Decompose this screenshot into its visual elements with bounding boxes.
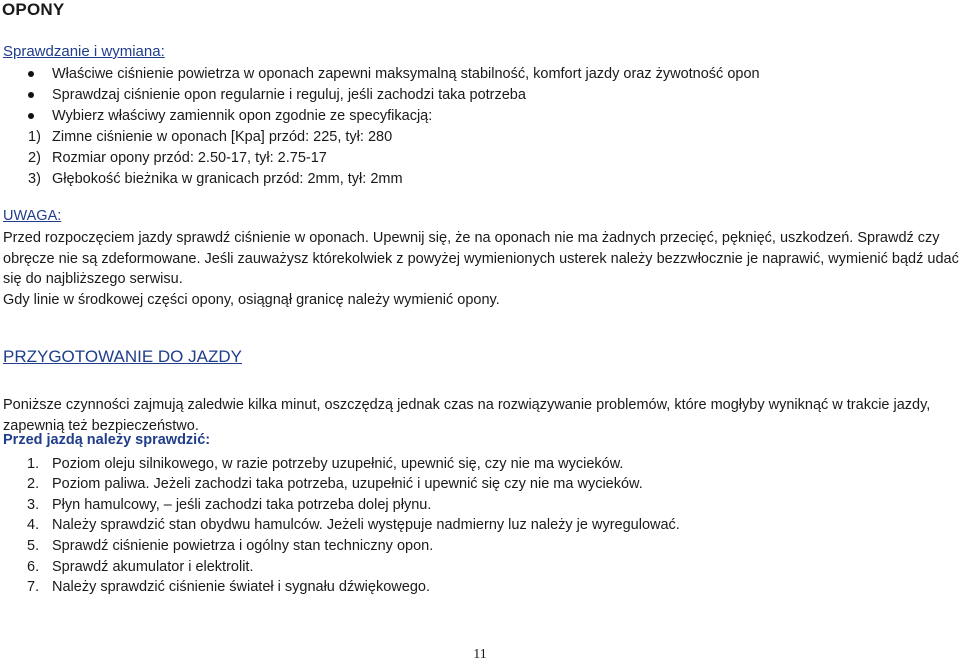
warning-label: UWAGA: [3, 208, 62, 224]
item-text: Płyn hamulcowy, – jeśli zachodzi taka potrzeba dolej płynu. [52, 497, 432, 513]
list-item-text: Sprawdzaj ciśnienie opon regularnie i reguluj, jeśli zachodzi taka potrzeba [52, 87, 526, 103]
item-text: Sprawdź akumulator i elektrolit. [52, 559, 254, 575]
item-number: 5. [27, 538, 40, 554]
spec-text: Rozmiar opony przód: 2.50-17, tył: 2.75-17 [52, 150, 327, 166]
item-text: Sprawdź ciśnienie powietrza i ogólny stan techniczny opon. [52, 538, 434, 554]
page-title: OPONY [2, 0, 65, 19]
item-number: 1. [27, 456, 40, 472]
prep-intro: Poniższe czynności zajmują zaledwie kilka minut, oszczędzą jednak czas na rozwiązywanie problemów, które mogłyby wyniknąć w trakcie jazdy, zapewnią też bezpieczeństwo. [3, 397, 931, 434]
item-text: Należy sprawdzić ciśnienie świateł i sygnału dźwiękowego. [52, 579, 430, 595]
spec-number: 3) [28, 171, 41, 187]
item-number: 7. [27, 579, 40, 595]
item-text: Należy sprawdzić stan obydwu hamulców. Jeżeli występuje nadmierny luz należy je wyregulować. [52, 517, 680, 533]
bullet-icon [28, 71, 34, 77]
item-number: 4. [27, 517, 40, 533]
item-text: Poziom oleju silnikowego, w razie potrzeby uzupełnić, upewnić się, czy nie ma wycieków. [52, 456, 624, 472]
item-number: 3. [27, 497, 40, 513]
item-number: 2. [27, 476, 40, 492]
spec-text: Zimne ciśnienie w oponach [Kpa] przód: 225, tył: 280 [52, 129, 393, 145]
page-number: 11 [473, 647, 487, 662]
checklist-label: Przed jazdą należy sprawdzić: [3, 432, 211, 448]
spec-number: 1) [28, 129, 41, 145]
spec-text: Głębokość bieżnika w granicach przód: 2mm, tył: 2mm [52, 171, 403, 187]
item-number: 6. [27, 559, 40, 575]
warning-paragraph-tire-lines: Gdy linie w środkowej części opony, osiągnął granicę należy wymienić opony. [3, 292, 500, 308]
bullet-icon [28, 113, 34, 119]
list-item-text: Wybierz właściwy zamiennik opon zgodnie ze specyfikacją: [52, 108, 433, 124]
bullet-icon [28, 92, 34, 98]
list-item-text: Właściwe ciśnienie powietrza w oponach zapewni maksymalną stabilność, komfort jazdy oraz żywotność opon [52, 66, 760, 82]
spec-number: 2) [28, 150, 41, 166]
item-text: Poziom paliwa. Jeżeli zachodzi taka potrzeba, uzupełnić i upewnić się czy nie ma wycieków. [52, 476, 643, 492]
check-heading: Sprawdzanie i wymiana: [3, 43, 165, 60]
warning-paragraph: Przed rozpoczęciem jazdy sprawdź ciśnienie w oponach. Upewnij się, że na oponach nie ma żadnych przecięć, pęknięć, uszkodzeń. Sprawdź czy obręcze nie są zdeformowane. Jeśli zauważysz którekolwiek z powyżej wymienionych usterek należy bezzwłocznie je naprawić, wymienić bądź udać się do najbliższego serwisu. [3, 230, 959, 287]
section-title: PRZYGOTOWANIE DO JAZDY [3, 347, 242, 366]
